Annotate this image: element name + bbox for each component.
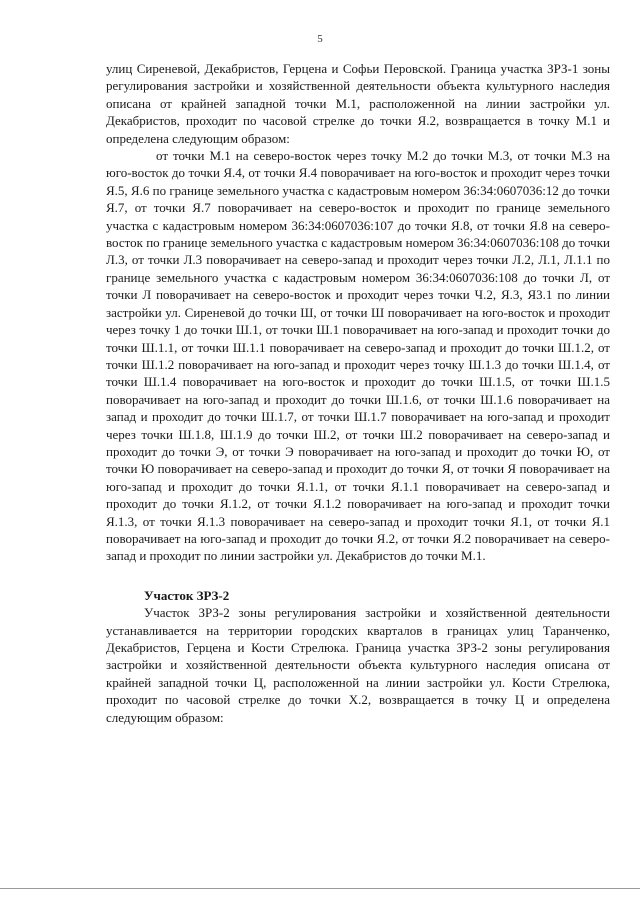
paragraph-zrz1-intro: улиц Сиреневой, Декабристов, Герцена и Софьи Перовской. Граница участка ЗРЗ-1 зоны регулирования застройки и хозяйственной деятельности объекта культурного наследия описана от крайней западной точки М.1, расположенной на линии застройки ул. Декабристов, проходит по часовой стрелке до точки Я.2, возвращается в точку М.1 и определена следующим образом: <box>106 61 610 146</box>
paragraph-zrz2-intro: Участок ЗРЗ-2 зоны регулирования застройки и хозяйственной деятельности устанавливается на территории городских кварталов в границах улиц Таранченко, Декабристов, Герцена и Кости Стрелюка. Граница участка ЗРЗ-2 зоны регулирования застройки и хозяйственной деятельности объекта культурного наследия описана от крайней западной точки Ц, расположенной на линии застройки ул. Кости Стрелюка, проходит по часовой стрелке до точки Х.2, возвращается в точку Ц и определена следующим образом: <box>106 605 610 725</box>
paragraph-zrz1-boundary: от точки М.1 на северо-восток через точку М.2 до точки М.3, от точки М.3 на юго-восток до точки Я.4, от точки Я.4 поворачивает на юго-восток и проходит через точки Я.5, Я.6 по границе земельного участка с кадастровым номером 36:34:0607036:12 до точки Я.7, от точки Я.7 поворачивает на северо-восток и проходит по границе земельного участка с кадастровым номером 36:34:0607036:107 до точки Я.8, от точки Я.8 на северо-восток по границе земельного участка с кадастровым номером 36:34:0607036:108 до точки Л.3, от точки Л.3 поворачивает на северо-запад и проходит через точки Л.2, Л.1, Л.1.1 по границе земельного участка с кадастровым номером 36:34:0607036:108 до точки Л, от точки Л поворачивает на северо-восток и проходит через точки Ч.2, Я.3, Я3.1 по линии застройки ул. Сиреневой до точки Ш, от точки Ш поворачивает на юго-восток и проходит через точку 1 до точки Ш.1, от точки Ш.1 поворачивает на юго-запад и проходит точки до точки Ш.1.1, от точки Ш.1.1 поворачивает на северо-запад и проходит до точки Ш.1.2, от точки Ш.1.2 поворачивает на юго-запад и проходит через точку Ш.1.3 до точки Ш.1.4, от точки Ш.1.4 поворачивает на юго-восток и проходит до точки Ш.1.5, от точки Ш.1.5 поворачивает на юго-запад и проходит до точки Ш.1.6, от точки Ш.1.6 поворачивает на запад и проходит до точки Ш.1.7, от точки Ш.1.7 поворачивает на юго-запад и проходит через точки Ш.1.8, Ш.1.9 до точки Ш.2, от точки Ш.2 поворачивает на северо-запад и проходит до точки Э, от точки Э поворачивает на юго-запад и проходит до точки Ю, от точки Ю поворачивает на северо-запад и проходит до точки Я, от точки Я поворачивает на юго-запад и проходит до точки Я.1.1, от точки Я.1.1 поворачивает на северо-запад и проходит до точки Я.1.2, от точки Я.1.2 поворачивает на юго-запад и проходит точки Я.1.3, от точки Я.1.3 поворачивает на северо-запад и проходит точки Я.1, от точки Я.1 поворачивает на юго-запад и проходит до точки Я.2, от точки Я.2 поворачивает на северо-запад и проходит по линии застройки ул. Декабристов до точки М.1. <box>106 148 610 564</box>
document-body <box>106 60 610 726</box>
section-heading-zrz2: Участок ЗРЗ-2 <box>144 587 230 603</box>
bottom-edge-line <box>0 888 640 889</box>
page-number: 5 <box>317 33 323 45</box>
